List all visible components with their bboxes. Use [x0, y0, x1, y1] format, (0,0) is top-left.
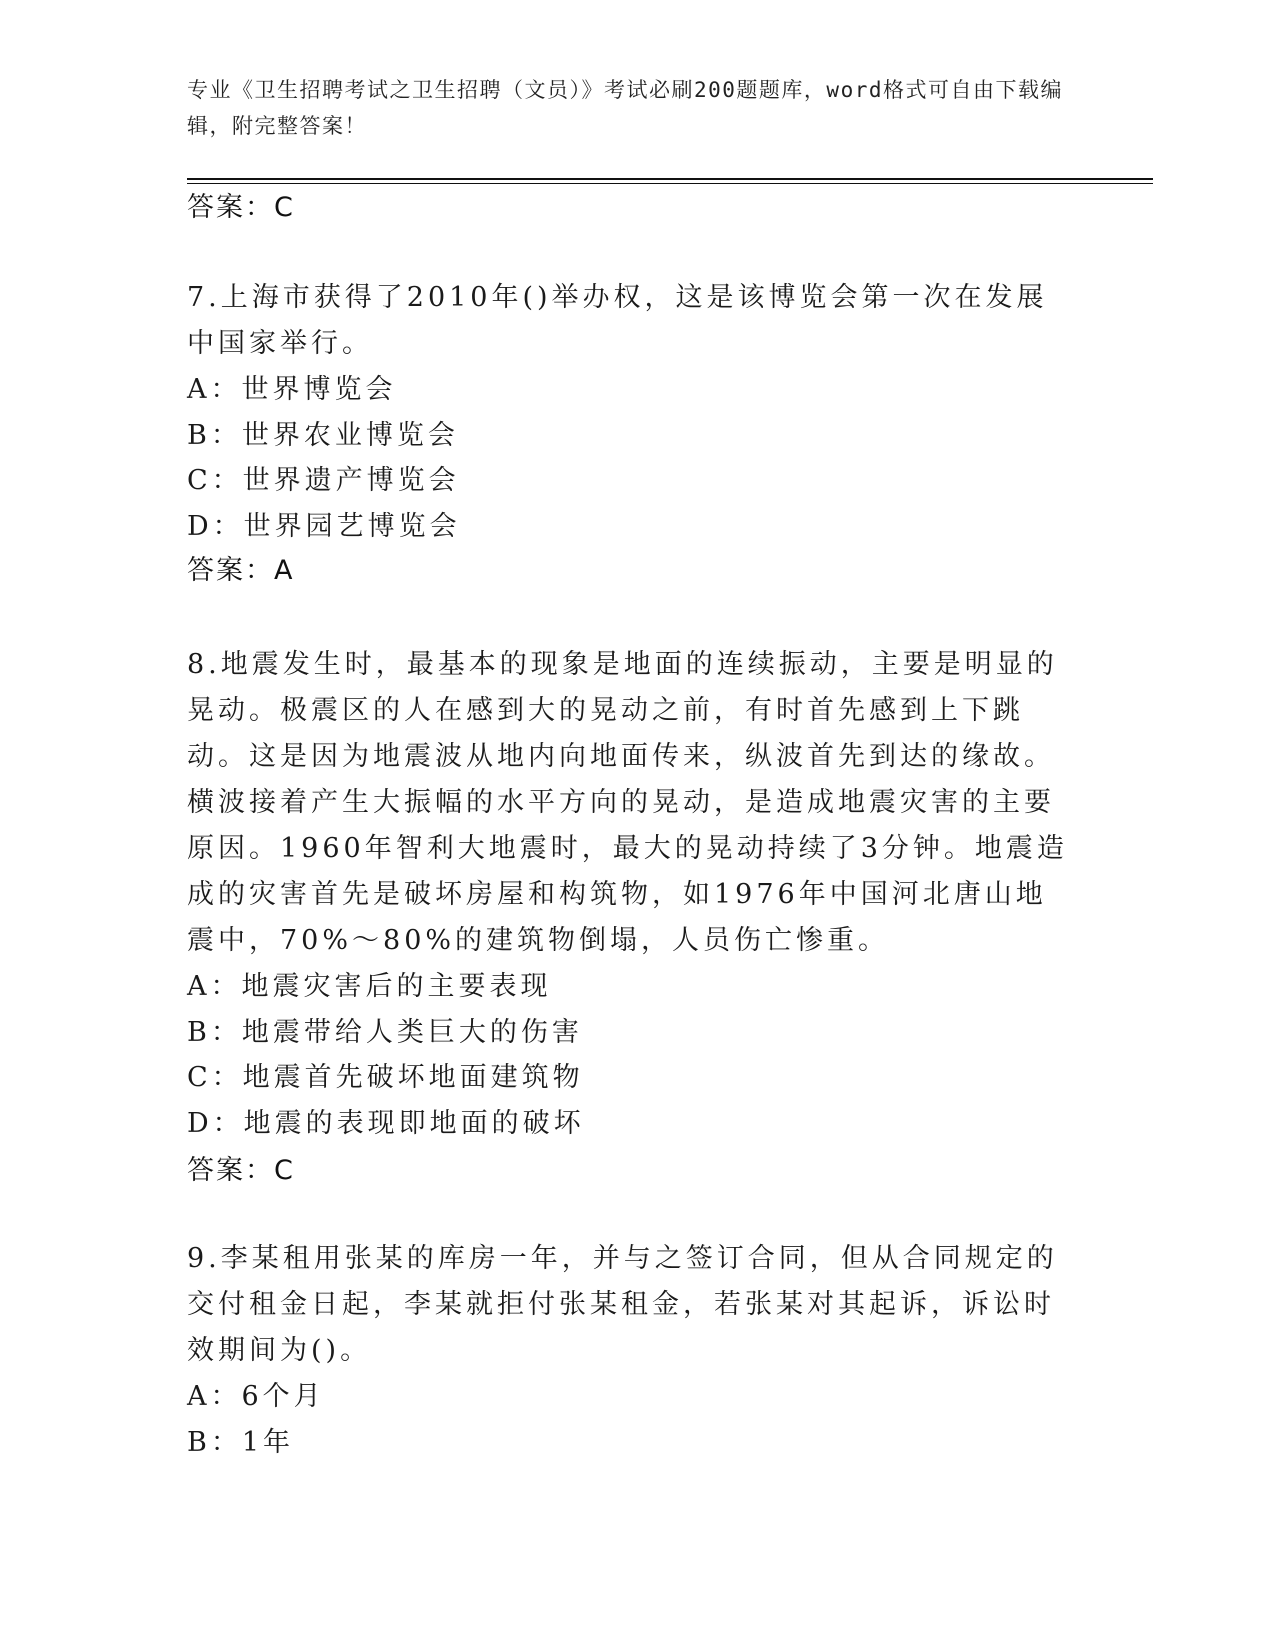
question-8-option-d: D：地震的表现即地面的破坏 — [187, 1107, 585, 1139]
answer-q7: 答案：A — [187, 555, 295, 586]
question-7 — [187, 275, 1077, 549]
question-9 — [187, 1236, 1077, 1465]
question-9-option-a: A：6个月 — [187, 1381, 325, 1412]
question-8-option-a: A：地震灾害后的主要表现 — [187, 971, 552, 1002]
question-8-option-c: C：地震首先破坏地面建筑物 — [187, 1062, 584, 1093]
header-rule-thick — [187, 178, 1153, 180]
question-7-option-c: C：世界遗产博览会 — [187, 465, 460, 496]
question-7-option-b: B：世界农业博览会 — [187, 419, 459, 451]
question-7-option-a: A：世界博览会 — [187, 374, 397, 405]
answer-prev: 答案：C — [187, 192, 295, 223]
question-7-text: 7.上海市获得了2010年()举办权，这是该博览会第一次在发展中国家举行。 — [187, 282, 1048, 359]
question-8 — [187, 642, 1077, 1146]
question-8-text: 8.地震发生时，最基本的现象是地面的连续振动，主要是明显的晃动。极震区的人在感到大的晃动之前，有时首先感到上下跳动。这是因为地震波从地内向地面传来，纵波首先到达的缘故。横波接着产生大振幅的水平方向的晃动，是造成地震灾害的主要原因。1960年智利大地震时，最大的晃动持续了3分钟。地震造成的灾害首先是破坏房屋和构筑物，如1976年中国河北唐山地震中，70%～80%的建筑物倒塌，人员伤亡惨重。 — [187, 649, 1068, 956]
question-8-option-b: B：地震带给人类巨大的伤害 — [187, 1016, 583, 1048]
question-7-option-d: D：世界园艺博览会 — [187, 510, 461, 542]
question-9-text: 9.李某租用张某的库房一年，并与之签订合同，但从合同规定的交付租金日起，李某就拒付张某租金，若张某对其起诉，诉讼时效期间为()。 — [187, 1243, 1058, 1366]
header-rule-thin — [187, 183, 1153, 184]
document-header: 专业《卫生招聘考试之卫生招聘（文员）》考试必刷200题题库，word格式可自由下载编辑，附完整答案！ — [187, 78, 1063, 138]
question-9-option-b: B：1年 — [187, 1426, 295, 1458]
answer-q8: 答案：C — [187, 1155, 295, 1186]
